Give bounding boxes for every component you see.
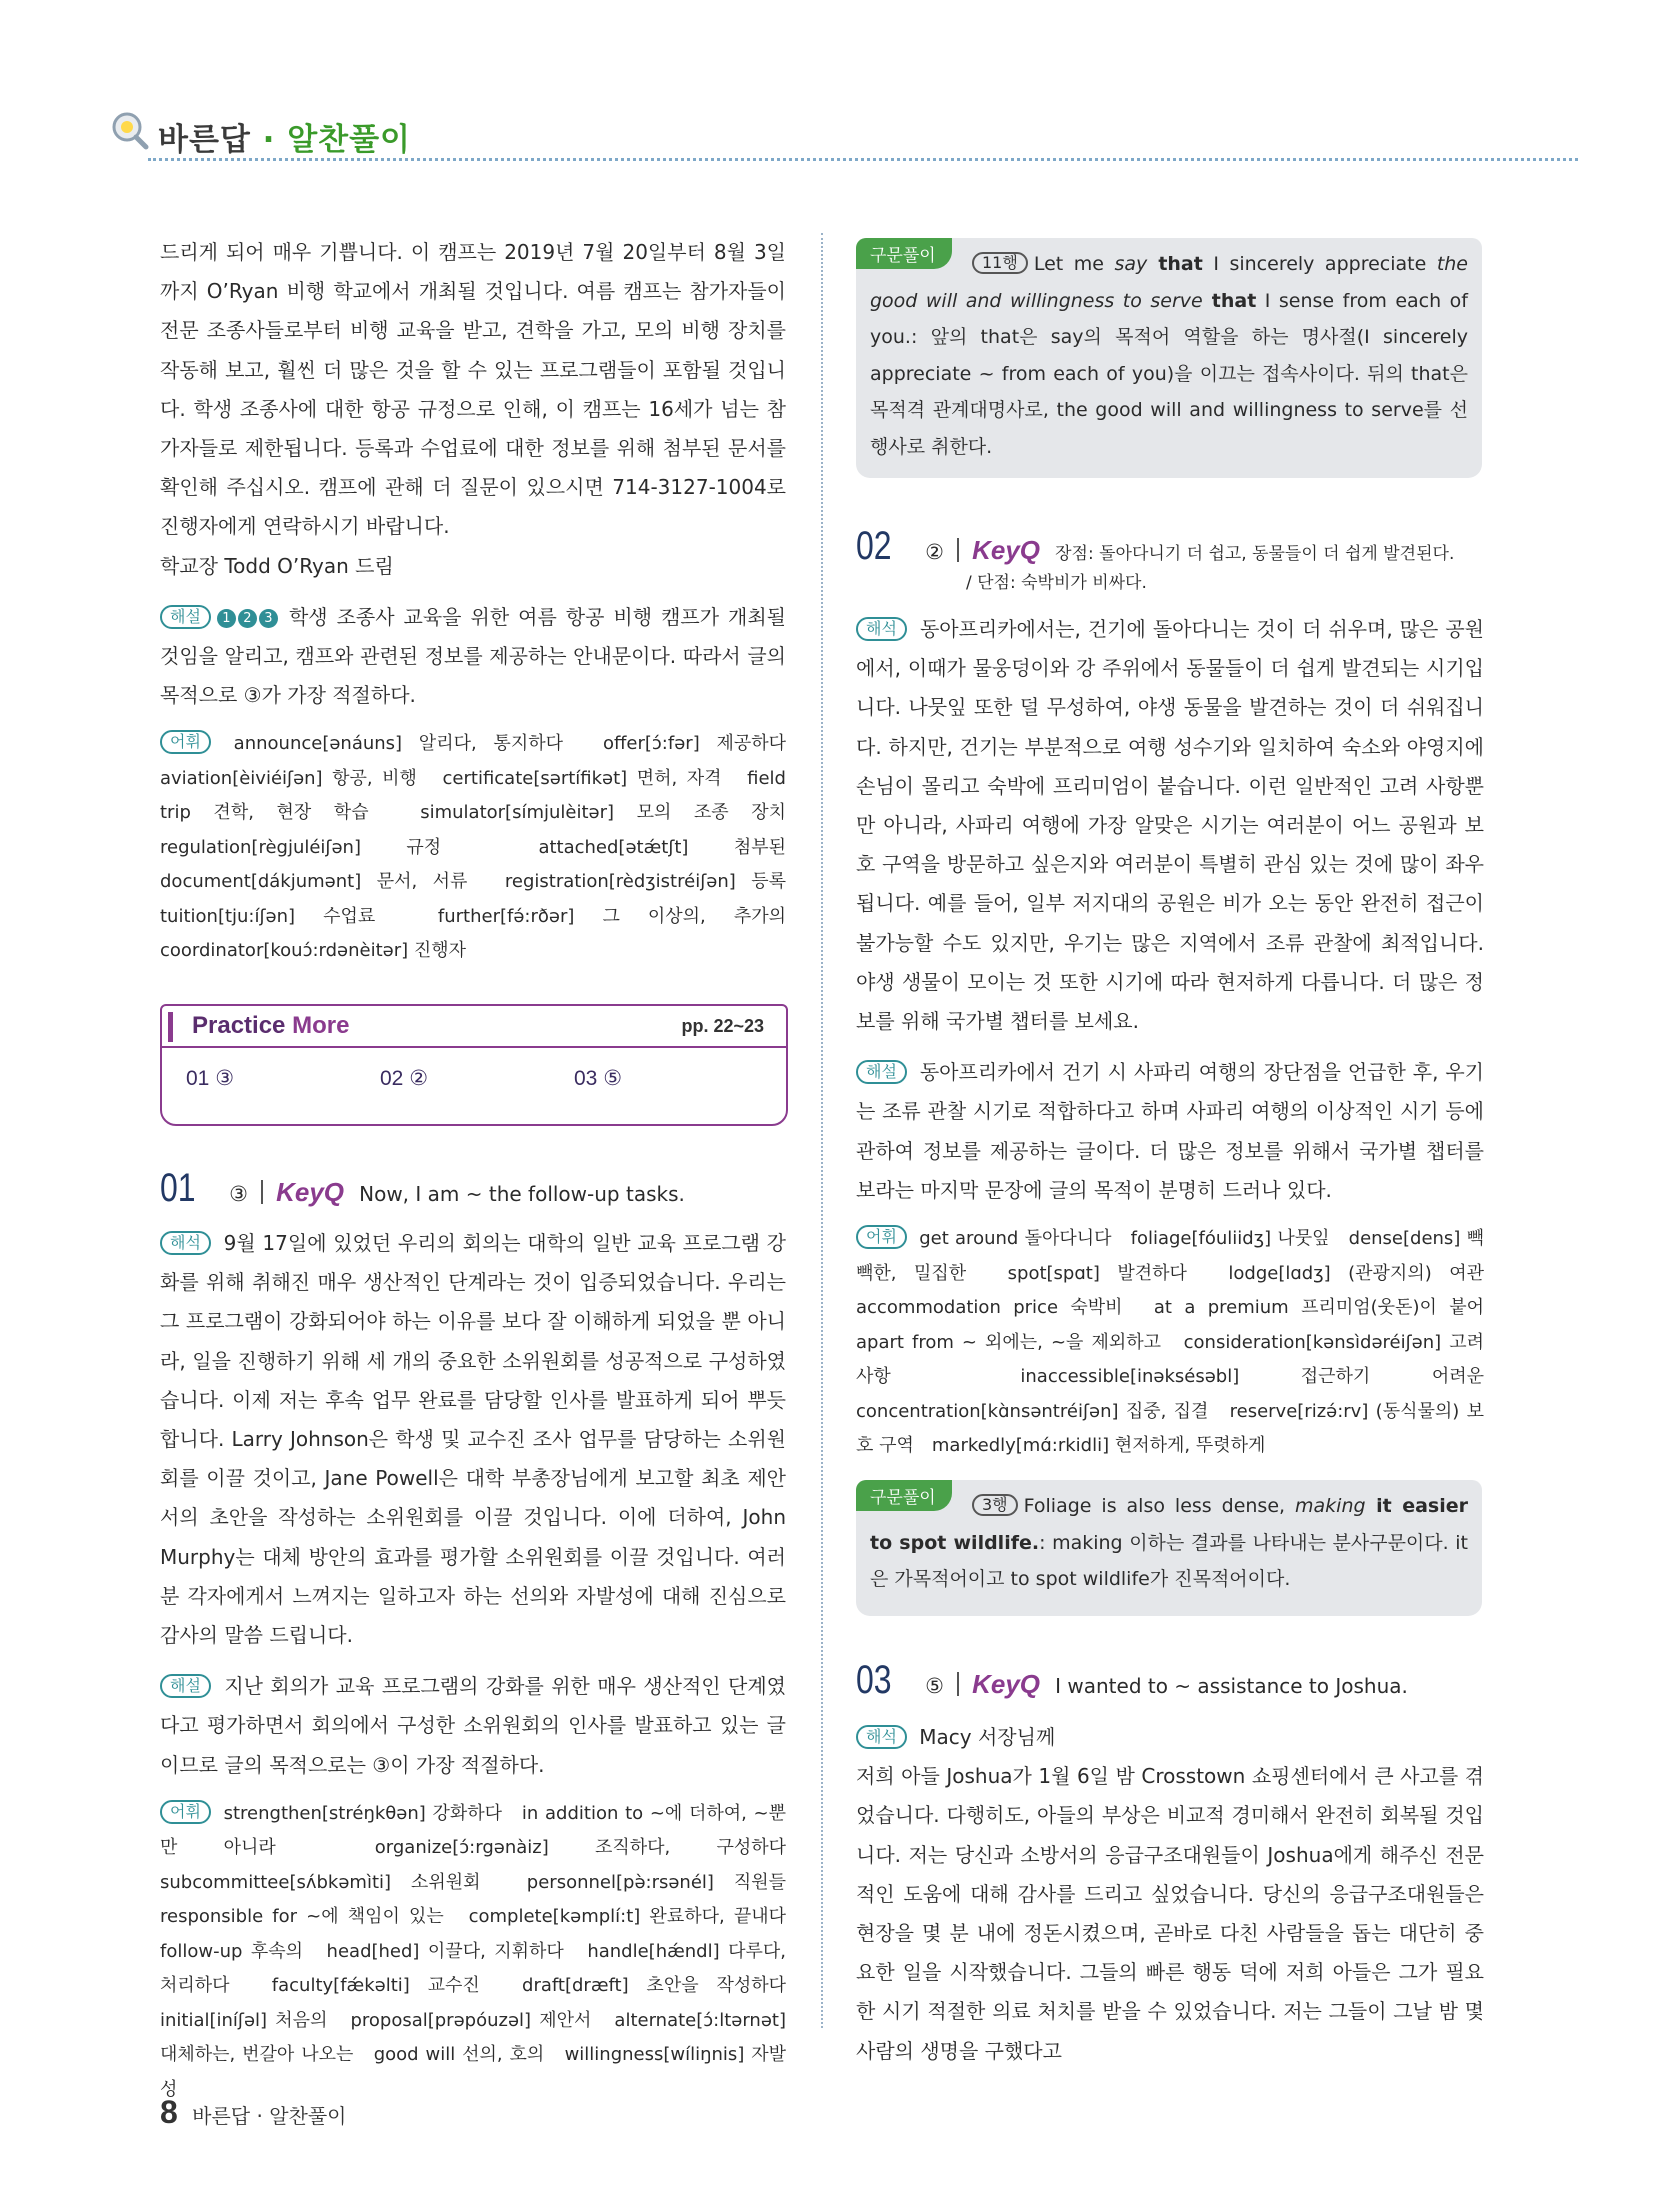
- practice-title-b: More: [292, 1012, 350, 1039]
- q01-bar: [261, 1180, 263, 1204]
- q01-number: 01: [160, 1166, 196, 1210]
- q01-haeseok-text: 9월 17일에 있었던 우리의 회의는 대학의 일반 교육 프로그램 강화를 위해 취해진 매우 생산적인 단계라는 것이 입증되었습니다. 우리는 그 프로그램이 강화되어야 하는 이유를 보다 잘 이해하게 되었을 뿐 아니라, 일을 진행하기 위해 세 개의 중요한 소위원회를 성공적으로 구성하였습니다. 이제 저는 후속 업무 완료를 담당할 인사를 발표하게 되어 뿌듯합니다. Larry Johnson은 학생 및 교수진 조사 업무를 담당하는 소위원회를 이끌 것이고, Jane Powell은 대학 부총장님에게 보고할 최초 제안서의 초안을 작성하는 소위원회를 이끌 것입니다. 이에 더하여, John Murphy는 대체 방안의 효과를 평가할 소위원회를 이끌 것입니다. 여러분 각자에게서 느껴지는 일하고자 하는 선의와 자발성에 대해 진심으로 감사의 말씀 드립니다.: [160, 1231, 787, 1648]
- grammar-2-en-bold: easier to spot wildlife.: [870, 1495, 1468, 1554]
- keyq-icon: KeyQ: [972, 535, 1041, 565]
- practice-more-stripe: [168, 1012, 173, 1042]
- footer-label: 바른답 · 알찬풀이: [192, 2104, 347, 2128]
- practice-item: 01 ③: [186, 1067, 235, 1090]
- header-title-b: 알찬풀이: [287, 122, 412, 158]
- q02-vocab-text: get around 돌아다니다 foliage[fóuliidʒ] 나뭇잎 dense[dens] 빽빽한, 밀집한 spot[spɑt] 발견하다 lodge[lɑdʒ] (관광지의) 여관 accommodation price 숙박비 at a premium 프리미엄(웃돈)이 붙어 apart from ~ 외에는, ~을 제외하고 consideration[kənsìdəréiʃən] 고려 사항 inaccessible[inəksésəbl] 접근하기 어려운 concentration[kɑ̀nsəntréiʃən] 집중, 집결 reserve[rizə́:rv] (동식물의) 보호 구역 markedly[mɑ́:rkidli] 현저하게, 뚜렷하게: [856, 1228, 1502, 1457]
- grammar-1-en: I sense from each of you.: [870, 289, 1468, 348]
- grammar-1-en: I sincerely appreciate: [1202, 253, 1437, 275]
- q01-vocab: [160, 1797, 804, 2108]
- practice-pages: pp. 22~23: [681, 1016, 764, 1036]
- q03-heading: [856, 1658, 1408, 1702]
- magnifier-logo-icon: [110, 110, 150, 150]
- grammar-1-body: [856, 238, 1482, 475]
- grammar-box-1: [856, 238, 1482, 478]
- header-title: [158, 114, 411, 159]
- grammar-1-en-bold: that: [1147, 253, 1203, 275]
- q02-heading: [856, 524, 1454, 594]
- q02-desc-1: 장점: 돌아다니기 더 쉽고, 동물들이 더 쉽게 발견된다.: [1055, 544, 1455, 564]
- q01-heading: [160, 1166, 685, 1210]
- practice-items: [162, 1048, 786, 1108]
- q01-haeseok: [160, 1224, 786, 1655]
- vocab-tag: 어휘: [160, 1800, 211, 1824]
- practice-more-box: [160, 1004, 788, 1126]
- q03-desc: I wanted to ~ assistance to Joshua.: [1055, 1674, 1408, 1698]
- left-column-bottom: [160, 1224, 804, 2107]
- practice-item: 02 ②: [380, 1067, 429, 1090]
- grammar-tag: 구문풀이: [856, 238, 952, 269]
- grammar-1-en-italic: say: [1114, 253, 1148, 275]
- grammar-1-en-bold: that: [1202, 289, 1257, 312]
- haeseol-tag: 해설: [160, 1674, 211, 1698]
- q03-salutation: Macy 서장님께: [919, 1725, 1056, 1749]
- practice-more-title: [192, 1012, 349, 1040]
- q02-haeseol-text: 동아프리카에서 건기 시 사파리 여행의 장단점을 언급한 후, 우기는 조류 관찰 시기로 적합하다고 하며 사파리 여행의 이상적인 시기 등에 관하여 정보를 제공하는 글이다. 더 많은 정보를 위해서 국가별 챕터를 보라는 마지막 문장에 글의 목적이 분명히 드러나 있다.: [856, 1060, 1484, 1202]
- grammar-2-en: Foliage is also less dense,: [1023, 1495, 1296, 1517]
- step-1-icon: 1: [217, 609, 236, 628]
- keyq-icon: KeyQ: [276, 1177, 345, 1207]
- q02-desc-2: / 단점: 숙박비가 비싸다.: [966, 573, 1147, 593]
- haeseol-1-text: 학생 조종사 교육을 위한 여름 항공 비행 캠프가 개최될 것임을 알리고, 캠프와 관련된 정보를 제공하는 안내문이다. 따라서 글의 목적으로 ③가 가장 적절하다.: [160, 604, 787, 708]
- q02-vocab: [856, 1222, 1502, 1464]
- page-footer: [160, 2094, 346, 2131]
- q02-haeseol: [856, 1053, 1484, 1210]
- grammar-1-en-italic: the good will and willingness to serve: [870, 253, 1468, 312]
- grammar-2-en-italic: making: [1295, 1495, 1366, 1517]
- haeseol-tag: 해설: [856, 1060, 907, 1084]
- column-divider: [821, 233, 823, 2028]
- q01-haeseol: [160, 1667, 786, 1785]
- vocab-1-text: announce[ənáuns] 알리다, 통지하다 offer[ɔ́:fər] 제공하다 aviation[èiviéiʃən] 항공, 비행 certificate[sərtífikət] 면허, 자격 field trip 견학, 현장 학습 simulator[símjulèitər] 모의 조종 장치 regulation[règjuléiʃən] 규정 attached[ətǽtʃt] 첨부된 document[dákjumənt] 문서, 서류 registration[rèdʒistréiʃən] 등록 tuition[tju:íʃən] 수업료 further[fə́:rðər] 그 이상의, 추가의 coordinator[kouɔ́:rdənèitər] 진행자: [160, 733, 804, 962]
- q03-bar: [957, 1672, 959, 1696]
- intro-paragraph: 드리게 되어 매우 기쁩니다. 이 캠프는 2019년 7월 20일부터 8월 3일까지 O’Ryan 비행 학교에서 개최될 것입니다. 여름 캠프는 참가자들이 전문 조종사들로부터 비행 교육을 받고, 견학을 가고, 모의 비행 장치를 작동해 보고, 훨씬 더 많은 것을 할 수 있는 프로그램들이 포함될 것입니다. 학생 조종사에 대한 항공 규정으로 인해, 이 캠프는 16세가 넘는 참가자들로 제한됩니다. 등록과 수업료에 대한 정보를 위해 첨부된 문서를 확인해 주십시오. 캠프에 관해 더 질문이 있으시면 714-3127-1004로 진행자에게 연락하시기 바랍니다.: [160, 240, 786, 539]
- grammar-tag: 구문풀이: [856, 1480, 952, 1511]
- q03-answer: ⑤: [925, 1674, 944, 1698]
- q03-number: 03: [856, 1658, 892, 1702]
- grammar-box-2: [856, 1480, 1482, 1616]
- header-title-sep: ·: [262, 122, 276, 158]
- q01-vocab-text: strengthen[stréŋkθən] 강화하다 in addition to ~에 더하여, ~뿐만 아니라 organize[ɔ́:rgənàiz] 조직하다, 구성하다 subcommittee[sʌ́bkəmìti] 소위원회 personnel[pə̀:rsənél] 직원들 responsible for ~에 책임이 있는 complete[kəmplí:t] 완료하다, 끝내다 follow-up 후속의 head[hed] 이끌다, 지휘하다 handle[hǽndl] 다루다, 처리하다 faculty[fǽkəlti] 교수진 draft[dræft] 초안을 작성하다 initial[iníʃəl] 처음의 proposal[prəpóuzəl] 제안서 alternate[ɔ́:ltərnət] 대체하는, 번갈아 나오는 good will 선의, 호의 willingness[wíliŋnis] 자발성: [160, 1802, 804, 2100]
- step-2-icon: 2: [238, 609, 257, 628]
- signature: 학교장 Todd O’Ryan 드림: [160, 553, 394, 578]
- step-3-icon: 3: [259, 609, 278, 628]
- q02-bar: [957, 538, 959, 562]
- q01-desc: Now, I am ~ the follow-up tasks.: [359, 1182, 685, 1206]
- line-ref: 11행: [972, 252, 1028, 274]
- q01-haeseol-text: 지난 회의가 교육 프로그램의 강화를 위한 매우 생산적인 단계였다고 평가하면서 회의에서 구성한 소위원회의 인사를 발표하고 있는 글이므로 글의 목적으로는 ③이 가장 적절하다.: [160, 1674, 786, 1777]
- q02-haeseok: [856, 610, 1484, 1041]
- grammar-2-ko: : making 이하는 결과를 나타내는 분사구문이다. it은 가목적어이고 to spot wildlife가 진목적어이다.: [870, 1531, 1468, 1590]
- q02-haeseok-text: 동아프리카에서는, 건기에 돌아다니는 것이 더 쉬우며, 많은 공원에서, 이때가 물웅덩이와 강 주위에서 동물들이 더 쉽게 발견되는 시기입니다. 나뭇잎 또한 덜 무성하여, 야생 동물을 발견하는 것이 더 쉬워집니다. 하지만, 건기는 부분적으로 여행 성수기와 일치하여 숙소와 야영지에 손님이 몰리고 숙박에 프리미엄이 붙습니다. 이런 일반적인 고려 사항뿐만 아니라, 사파리 여행에 가장 알맞은 시기는 여러분이 어느 공원과 보호 구역을 방문하고 싶은지와 여러분이 특별히 관심 있는 것에 많이 좌우됩니다. 예를 들어, 일부 저지대의 공원은 비가 오는 동안 완전히 접근이 불가능할 수도 있지만, 우기는 많은 지역에서 조류 관찰에 최적입니다. 야생 생물이 모이는 것 또한 시기에 따라 현저하게 다릅니다. 더 많은 정보를 위해 국가별 챕터를 보세요.: [856, 617, 1484, 1034]
- practice-item: 03 ⑤: [574, 1067, 623, 1090]
- practice-title-a: Practice: [192, 1012, 286, 1039]
- q02-answer: ②: [925, 540, 944, 564]
- keyq-icon: KeyQ: [972, 1669, 1041, 1699]
- haeseol-tag: 해설: [160, 605, 211, 629]
- haeseok-tag: 해석: [160, 1231, 211, 1255]
- q02-number: 02: [856, 524, 892, 568]
- q03-haeseok-text: 저희 아들 Joshua가 1월 6일 밤 Crosstown 쇼핑센터에서 큰 사고를 겪었습니다. 다행히도, 아들의 부상은 비교적 경미해서 완전히 회복될 것입니다. 저는 당신과 소방서의 응급구조대원들이 Joshua에게 해주신 전문적인 도움에 대해 감사를 드리고 싶었습니다. 당신의 응급구조대원들은 현장을 몇 분 내에 정돈시켰으며, 곧바로 다친 사람들을 돕는 대단히 중요한 일을 시작했습니다. 그들의 빠른 행동 덕에 저희 아들은 그가 필요한 시기 적절한 의료 처치를 받을 수 있었습니다. 저는 그들이 그날 밤 몇 사람의 생명을 구했다고: [856, 1764, 1484, 2063]
- practice-more-header: [162, 1006, 786, 1048]
- line-ref: 3행: [972, 1494, 1018, 1516]
- q01-answer: ③: [229, 1182, 248, 1206]
- vocab-tag: 어휘: [856, 1225, 907, 1249]
- grammar-2-en-bold: it: [1365, 1495, 1392, 1517]
- right-column-q02: [856, 610, 1502, 1464]
- haeseol-1: [160, 598, 786, 716]
- vocab-tag: 어휘: [160, 730, 211, 754]
- left-column-top: [160, 233, 804, 969]
- right-column-q03: [856, 1718, 1484, 2071]
- page-number: 8: [160, 2094, 178, 2130]
- haeseok-tag: 해석: [856, 617, 907, 641]
- haeseok-tag: 해석: [856, 1725, 907, 1749]
- vocab-1: [160, 727, 804, 969]
- q03-haeseok-head: [856, 1718, 1484, 1757]
- grammar-1-en: Let me: [1033, 253, 1115, 275]
- grammar-1-ko: : 앞의 that은 say의 목적어 역할을 하는 명사절(I sincerely appreciate ~ from each of you)을 이끄는 접속사이다. 뒤의 that은 목적격 관계대명사로, the good will and willingness to serve를 선행사로 취한다.: [870, 326, 1468, 458]
- header-title-a: 바른답: [158, 122, 251, 158]
- header-dotted-rule: [148, 158, 1578, 161]
